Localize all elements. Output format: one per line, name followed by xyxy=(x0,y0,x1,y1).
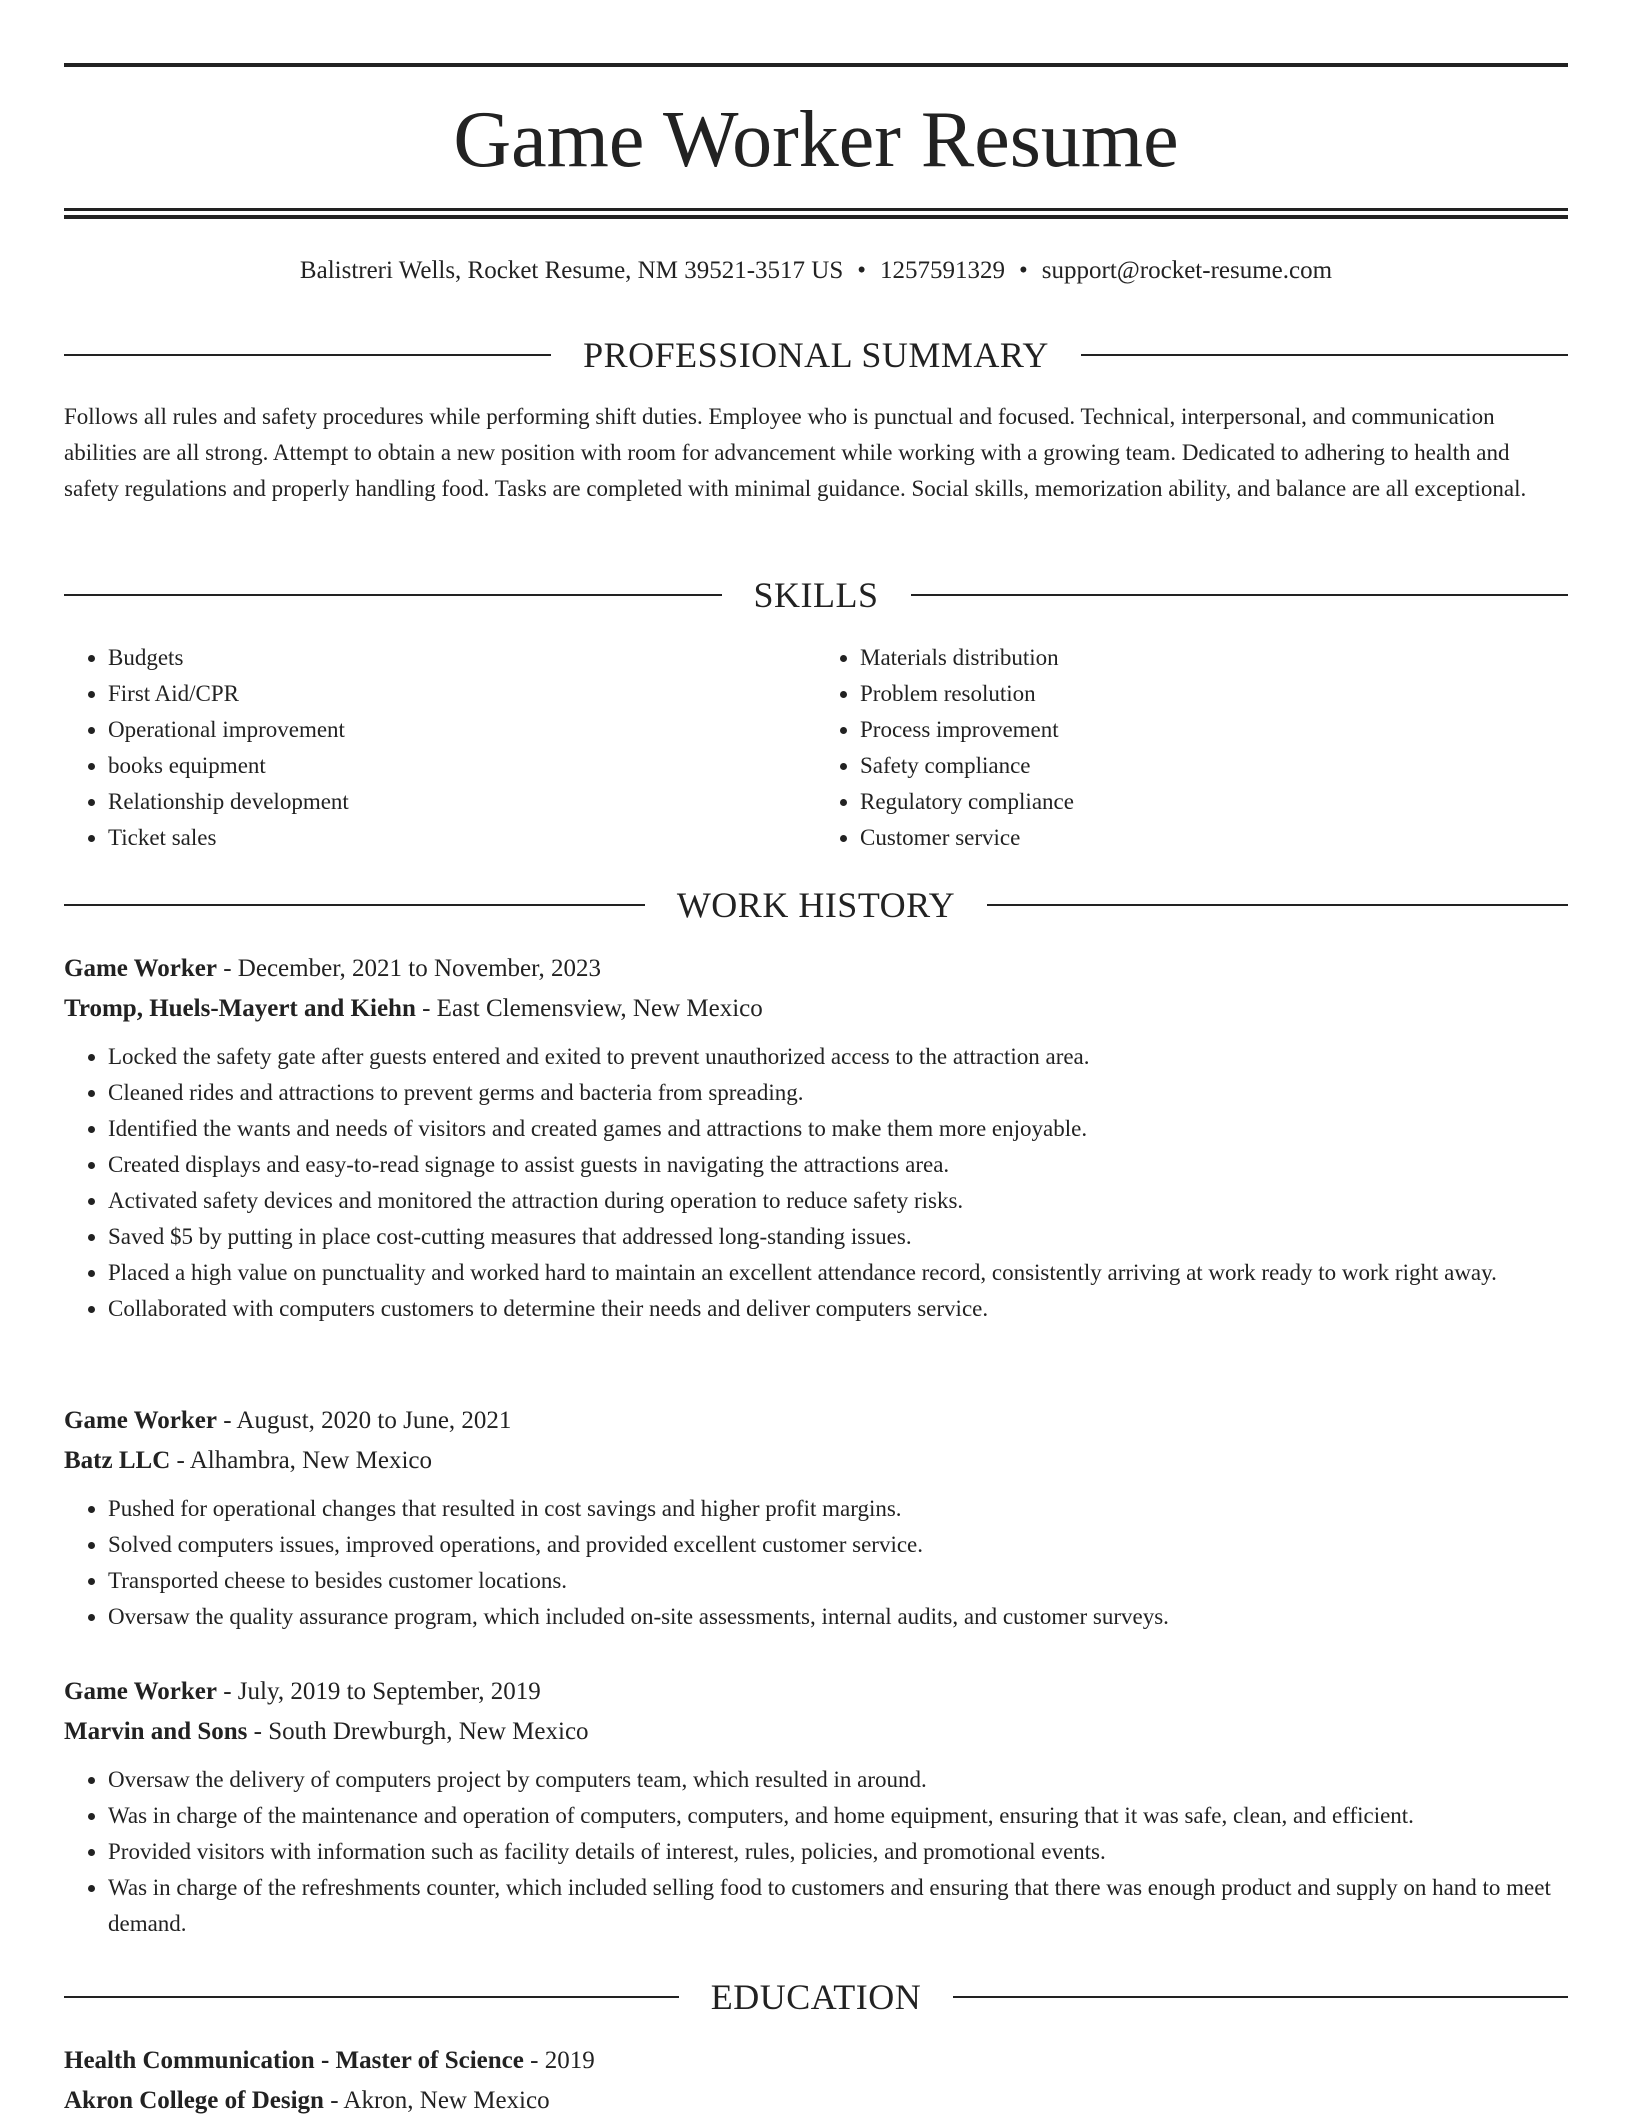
job-bullet: • Cleaned rides and attractions to prevent germs and bacteria from spreading. xyxy=(108,1075,1568,1111)
skill-item: • Problem resolution xyxy=(860,676,1568,712)
section-header-summary xyxy=(64,333,1568,377)
job-location: - South Drewburgh, New Mexico xyxy=(247,1718,589,1745)
contact-phone: 1257591329 xyxy=(880,257,1005,284)
job-bullet: • Created displays and easy-to-read signage to assist guests in navigating the attractions area. xyxy=(108,1147,1568,1183)
section-rule-left xyxy=(64,354,551,356)
job-bullet: • Provided visitors with information such as facility details of interest, rules, policies, and promotional events. xyxy=(108,1834,1568,1870)
job-location: - Alhambra, New Mexico xyxy=(170,1447,432,1474)
skill-item: • First Aid/CPR xyxy=(108,676,816,712)
skills-columns xyxy=(64,640,1568,856)
skills-list-left xyxy=(64,640,816,856)
job-bullet: • Pushed for operational changes that resulted in cost savings and higher profit margins. xyxy=(108,1491,1568,1527)
job-company: Marvin and Sons xyxy=(64,1718,248,1745)
skill-item: • Safety compliance xyxy=(860,748,1568,784)
section-rule-right xyxy=(953,1996,1568,1998)
skill-item: • books equipment xyxy=(108,748,816,784)
contact-separator: • xyxy=(1019,257,1028,284)
skills-list-right xyxy=(816,640,1568,856)
job-bullet: • Was in charge of the refreshments counter, which included selling food to customers and ensuring that there was enough product and supply on hand to meet demand. xyxy=(108,1870,1568,1942)
job-bullet: • Oversaw the delivery of computers project by computers team, which resulted in around. xyxy=(108,1762,1568,1798)
job-bullet: • Was in charge of the maintenance and operation of computers, computers, and home equipment, ensuring that it was safe, clean, and efficient. xyxy=(108,1798,1568,1834)
skill-item: • Relationship development xyxy=(108,784,816,820)
skill-item: • Budgets xyxy=(108,640,816,676)
job-company: Tromp, Huels-Mayert and Kiehn xyxy=(64,995,416,1022)
job-title: Game Worker xyxy=(64,1407,217,1434)
section-rule-left xyxy=(64,904,645,906)
contact-separator: • xyxy=(857,257,866,284)
summary-text: Follows all rules and safety procedures while performing shift duties. Employee who is punctual and focused. Technical, interpersonal, and communication abilities are all strong. Attempt to obtain a new position with room for advancement while working with a growing team. Dedicated to adhering to health and safety regulations and properly handling food. Tasks are completed with minimal guidance. Social skills, memorization ability, and balance are all exceptional. xyxy=(64,404,1527,501)
job-bullet: • Locked the safety gate after guests entered and exited to prevent unauthorized access to the attraction area. xyxy=(108,1039,1568,1075)
contact-email: support@rocket-resume.com xyxy=(1041,257,1333,284)
skill-item: • Regulatory compliance xyxy=(860,784,1568,820)
job-bullet: • Solved computers issues, improved operations, and provided excellent customer service. xyxy=(108,1527,1568,1563)
job-bullets xyxy=(64,1039,1568,1327)
skill-item: • Materials distribution xyxy=(860,640,1568,676)
section-rule-right xyxy=(987,904,1568,906)
job-bullet: • Oversaw the quality assurance program, which included on-site assessments, internal audits, and customer surveys. xyxy=(108,1599,1568,1635)
education-degree-line xyxy=(64,2041,1568,2081)
skill-item: • Operational improvement xyxy=(108,712,816,748)
job-bullet: • Identified the wants and needs of visitors and created games and attractions to make them more enjoyable. xyxy=(108,1111,1568,1147)
section-title-education: EDUCATION xyxy=(710,1977,922,2017)
skill-item: • Customer service xyxy=(860,820,1568,856)
education-degree: Health Communication - Master of Science xyxy=(64,2047,524,2074)
job-title-line xyxy=(64,949,1568,989)
job-company: Batz LLC xyxy=(64,1447,171,1474)
page-title: Game Worker Resume xyxy=(453,96,1179,184)
job-bullet: • Transported cheese to besides customer locations. xyxy=(108,1563,1568,1599)
job-bullets xyxy=(64,1762,1568,1942)
education-school-line xyxy=(64,2081,1568,2121)
section-rule-left xyxy=(64,594,722,596)
title-double-rule xyxy=(64,208,1568,219)
education-entry xyxy=(64,2041,1568,2121)
job-title: Game Worker xyxy=(64,955,217,982)
section-header-work xyxy=(64,883,1568,927)
section-header-education xyxy=(64,1975,1568,2019)
job-dates: - July, 2019 to September, 2019 xyxy=(216,1678,541,1705)
contact-line xyxy=(64,254,1568,288)
job-bullet: • Collaborated with computers customers to determine their needs and deliver computers service. xyxy=(108,1291,1568,1327)
education-school: Akron College of Design xyxy=(64,2087,324,2114)
job-bullets xyxy=(64,1491,1568,1635)
section-title-skills: SKILLS xyxy=(753,575,879,615)
job-bullet: • Saved $5 by putting in place cost-cutting measures that addressed long-standing issues. xyxy=(108,1219,1568,1255)
education-location: - Akron, New Mexico xyxy=(323,2087,550,2114)
top-rule xyxy=(64,63,1568,67)
education-year: - 2019 xyxy=(523,2047,595,2074)
job-bullet: • Placed a high value on punctuality and worked hard to maintain an excellent attendance record, consistently arriving at work ready to work right away. xyxy=(108,1255,1568,1291)
contact-address: Balistreri Wells, Rocket Resume, NM 39521-3517 US xyxy=(299,257,844,284)
job-dates: - December, 2021 to November, 2023 xyxy=(216,955,601,982)
section-title-summary: PROFESSIONAL SUMMARY xyxy=(583,335,1049,375)
job-title: Game Worker xyxy=(64,1678,217,1705)
skill-item: • Ticket sales xyxy=(108,820,816,856)
job-entry-2 xyxy=(64,1401,1568,1635)
section-rule-left xyxy=(64,1996,679,1998)
section-title-work: WORK HISTORY xyxy=(676,885,956,925)
job-dates: - August, 2020 to June, 2021 xyxy=(216,1407,512,1434)
job-bullet: • Activated safety devices and monitored the attraction during operation to reduce safety risks. xyxy=(108,1183,1568,1219)
job-company-line xyxy=(64,1712,1568,1752)
job-title-line xyxy=(64,1672,1568,1712)
job-entry-1 xyxy=(64,949,1568,1327)
skill-item: • Process improvement xyxy=(860,712,1568,748)
job-entry-3 xyxy=(64,1672,1568,1942)
section-rule-right xyxy=(911,594,1569,596)
section-header-skills xyxy=(64,573,1568,617)
job-company-line xyxy=(64,989,1568,1029)
job-company-line xyxy=(64,1441,1568,1481)
job-location: - East Clemensview, New Mexico xyxy=(415,995,763,1022)
job-title-line xyxy=(64,1401,1568,1441)
section-rule-right xyxy=(1081,354,1568,356)
